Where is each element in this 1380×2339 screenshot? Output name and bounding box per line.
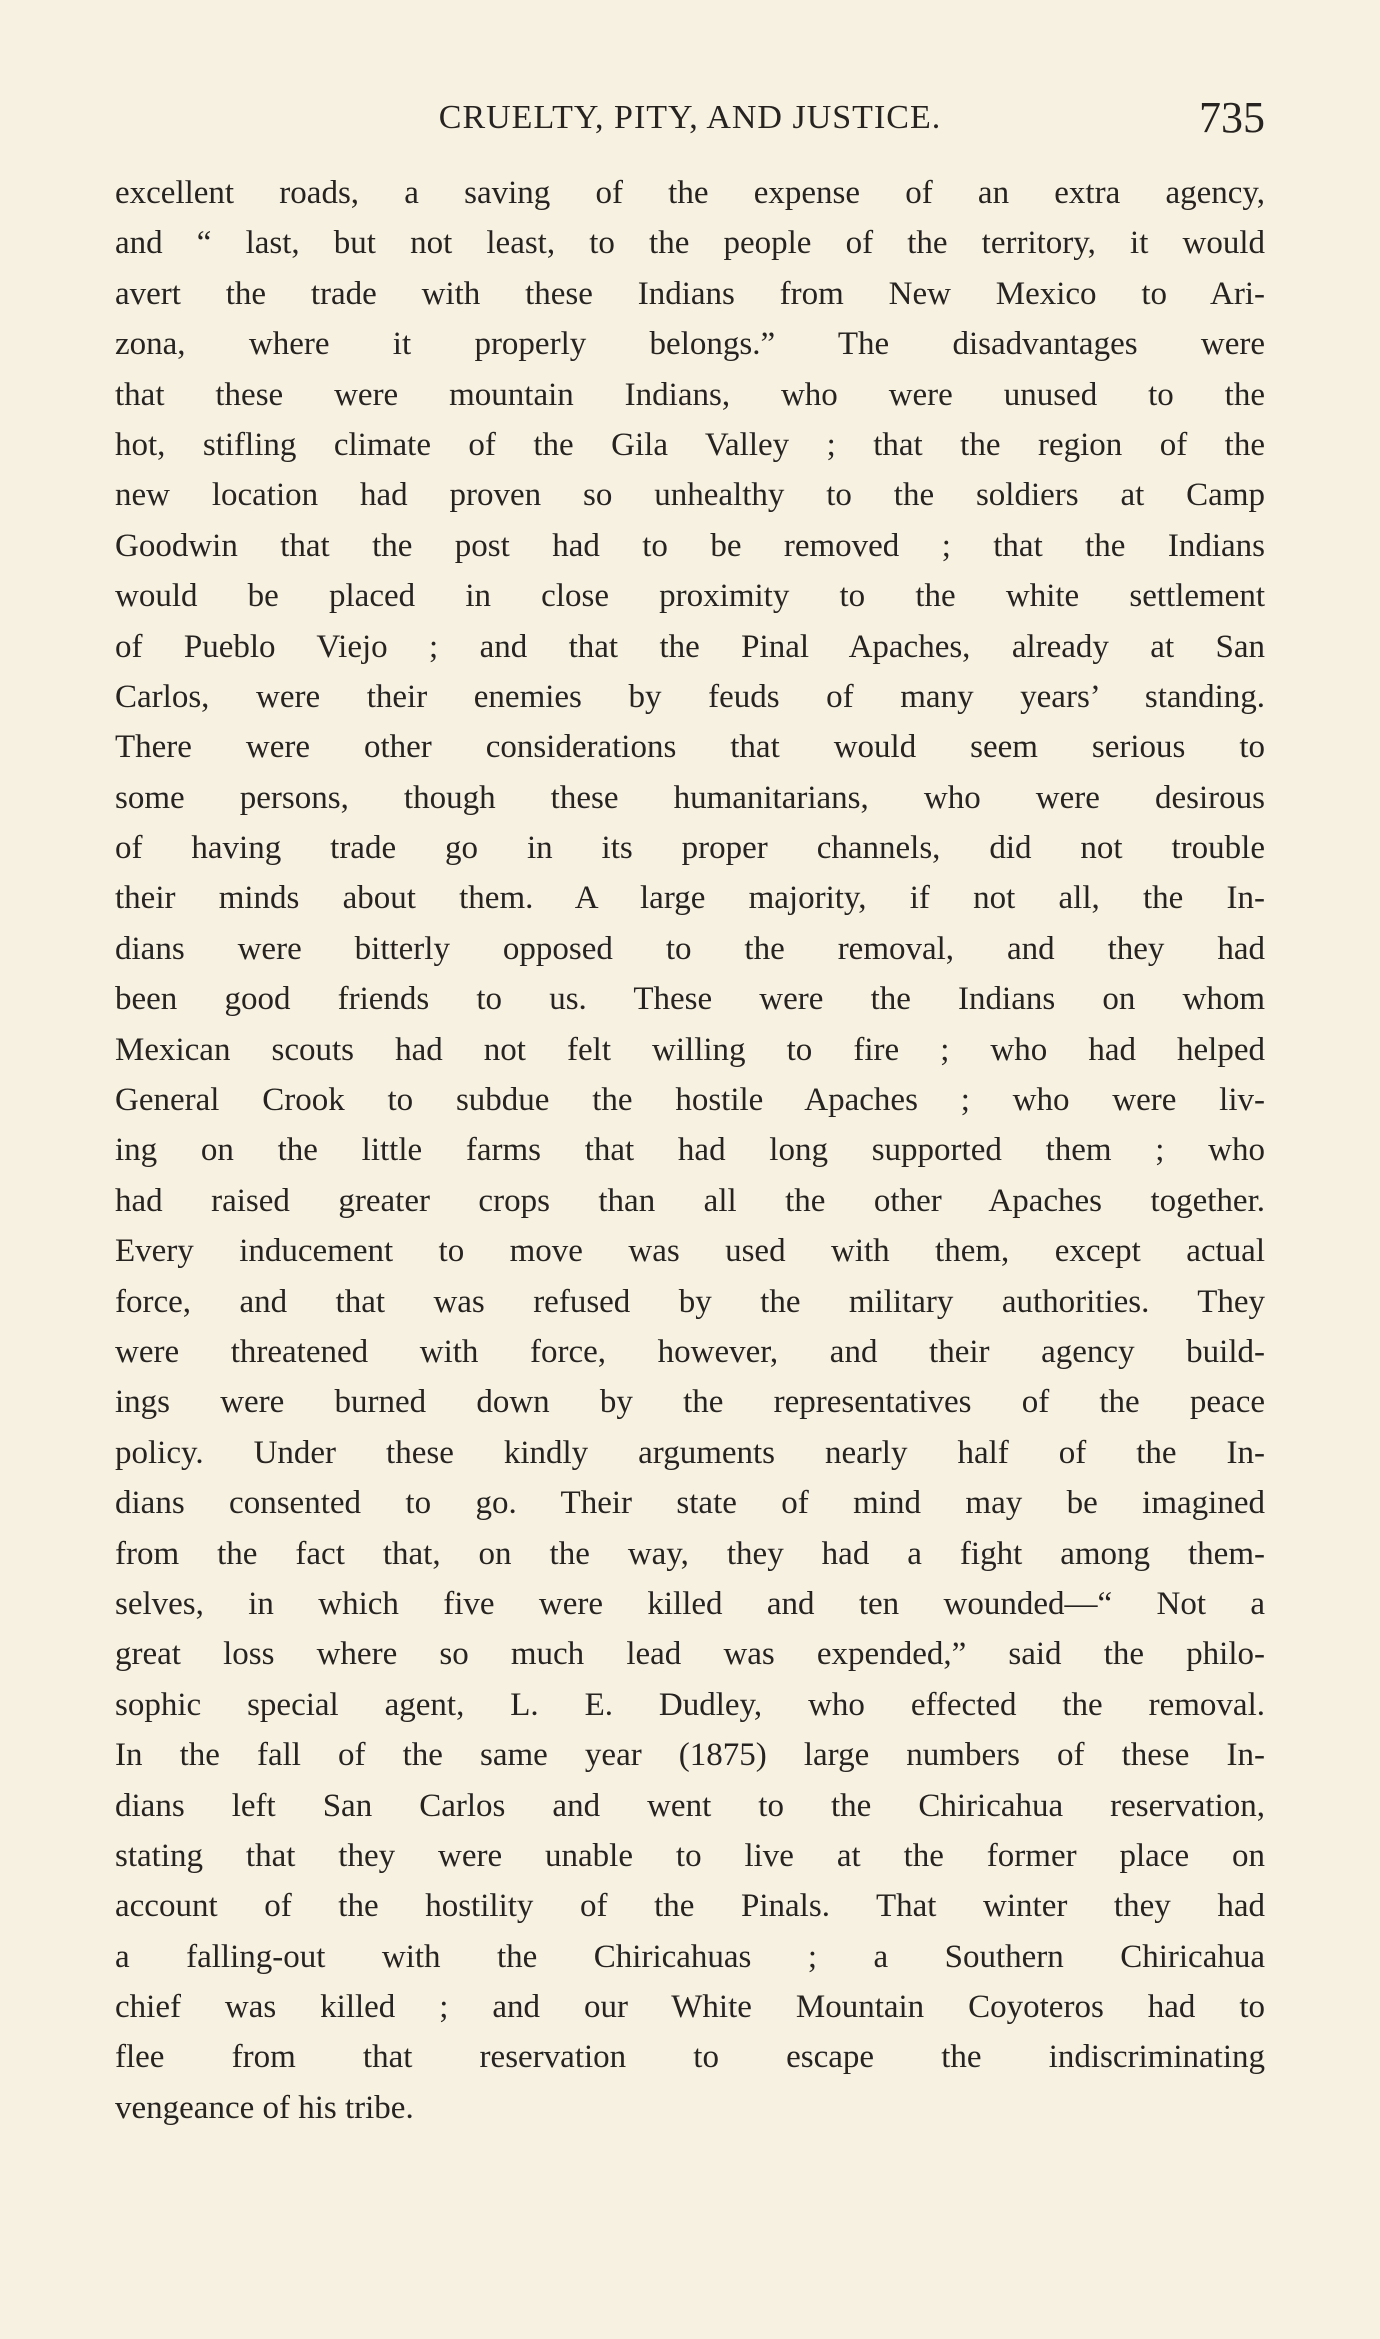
- running-head: [115, 93, 1265, 158]
- text-line: policy. Under these kindly arguments nearly half of the In-: [115, 1434, 1265, 1471]
- text-line: would be placed in close proximity to the white settlement: [115, 578, 1265, 615]
- text-line: dians were bitterly opposed to the removal, and they had: [115, 930, 1265, 967]
- text-line: There were other considerations that would seem serious to: [115, 729, 1265, 766]
- text-line: new location had proven so unhealthy to the soldiers at Camp: [115, 477, 1265, 514]
- text-line: from the fact that, on the way, they had a fight among them-: [115, 1535, 1265, 1572]
- text-line: sophic special agent, L. E. Dudley, who effected the removal.: [115, 1686, 1265, 1723]
- text-line: account of the hostility of the Pinals. That winter they had: [115, 1888, 1265, 1925]
- body-paragraph: [115, 168, 1265, 2133]
- text-line: ings were burned down by the representatives of the peace: [115, 1384, 1265, 1421]
- text-line: vengeance of his tribe.: [115, 2089, 414, 2126]
- text-line: selves, in which five were killed and ten wounded—“ Not a: [115, 1585, 1265, 1622]
- text-line: dians consented to go. Their state of mind may be imagined: [115, 1485, 1265, 1522]
- text-line: dians left San Carlos and went to the Chiricahua reservation,: [115, 1787, 1265, 1824]
- text-line: Every inducement to move was used with them, except actual: [115, 1233, 1265, 1270]
- text-line: their minds about them. A large majority, if not all, the In-: [115, 880, 1265, 917]
- text-line: had raised greater crops than all the other Apaches together.: [115, 1182, 1265, 1219]
- text-line: In the fall of the same year (1875) large numbers of these In-: [115, 1737, 1265, 1774]
- running-title: CRUELTY, PITY, AND JUSTICE.: [438, 99, 942, 136]
- text-line: that these were mountain Indians, who were unused to the: [115, 376, 1265, 413]
- text-line: Goodwin that the post had to be removed ; that the Indians: [115, 527, 1265, 564]
- text-line: stating that they were unable to live at the former place on: [115, 1837, 1265, 1874]
- text-line: avert the trade with these Indians from New Mexico to Ari-: [115, 275, 1265, 312]
- text-line: hot, stifling climate of the Gila Valley ; that the region of the: [115, 426, 1265, 463]
- text-line: force, and that was refused by the military authorities. They: [115, 1283, 1265, 1320]
- text-line: General Crook to subdue the hostile Apaches ; who were liv-: [115, 1082, 1265, 1119]
- text-line: a falling-out with the Chiricahuas ; a Southern Chiricahua: [115, 1938, 1265, 1975]
- text-line: flee from that reservation to escape the indiscriminating: [115, 2039, 1265, 2076]
- text-line: ing on the little farms that had long supported them ; who: [115, 1132, 1265, 1169]
- text-line: Carlos, were their enemies by feuds of many years’ standing.: [115, 678, 1265, 715]
- text-line: of Pueblo Viejo ; and that the Pinal Apaches, already at San: [115, 628, 1265, 665]
- text-line: of having trade go in its proper channels, did not trouble: [115, 830, 1265, 867]
- text-line: been good friends to us. These were the Indians on whom: [115, 981, 1265, 1018]
- text-line: chief was killed ; and our White Mountain Coyoteros had to: [115, 1989, 1265, 2026]
- text-line: some persons, though these humanitarians, who were desirous: [115, 779, 1265, 816]
- text-line: were threatened with force, however, and their agency build-: [115, 1333, 1265, 1370]
- page-number: 735: [1199, 93, 1265, 142]
- text-line: excellent roads, a saving of the expense of an extra agency,: [115, 175, 1265, 211]
- text-line: zona, where it properly belongs.” The disadvantages were: [115, 326, 1265, 363]
- text-line: and “ last, but not least, to the people of the territory, it would: [115, 225, 1265, 262]
- text-line: Mexican scouts had not felt willing to fire ; who had helped: [115, 1031, 1265, 1068]
- text-line: great loss where so much lead was expended,” said the philo-: [115, 1636, 1265, 1673]
